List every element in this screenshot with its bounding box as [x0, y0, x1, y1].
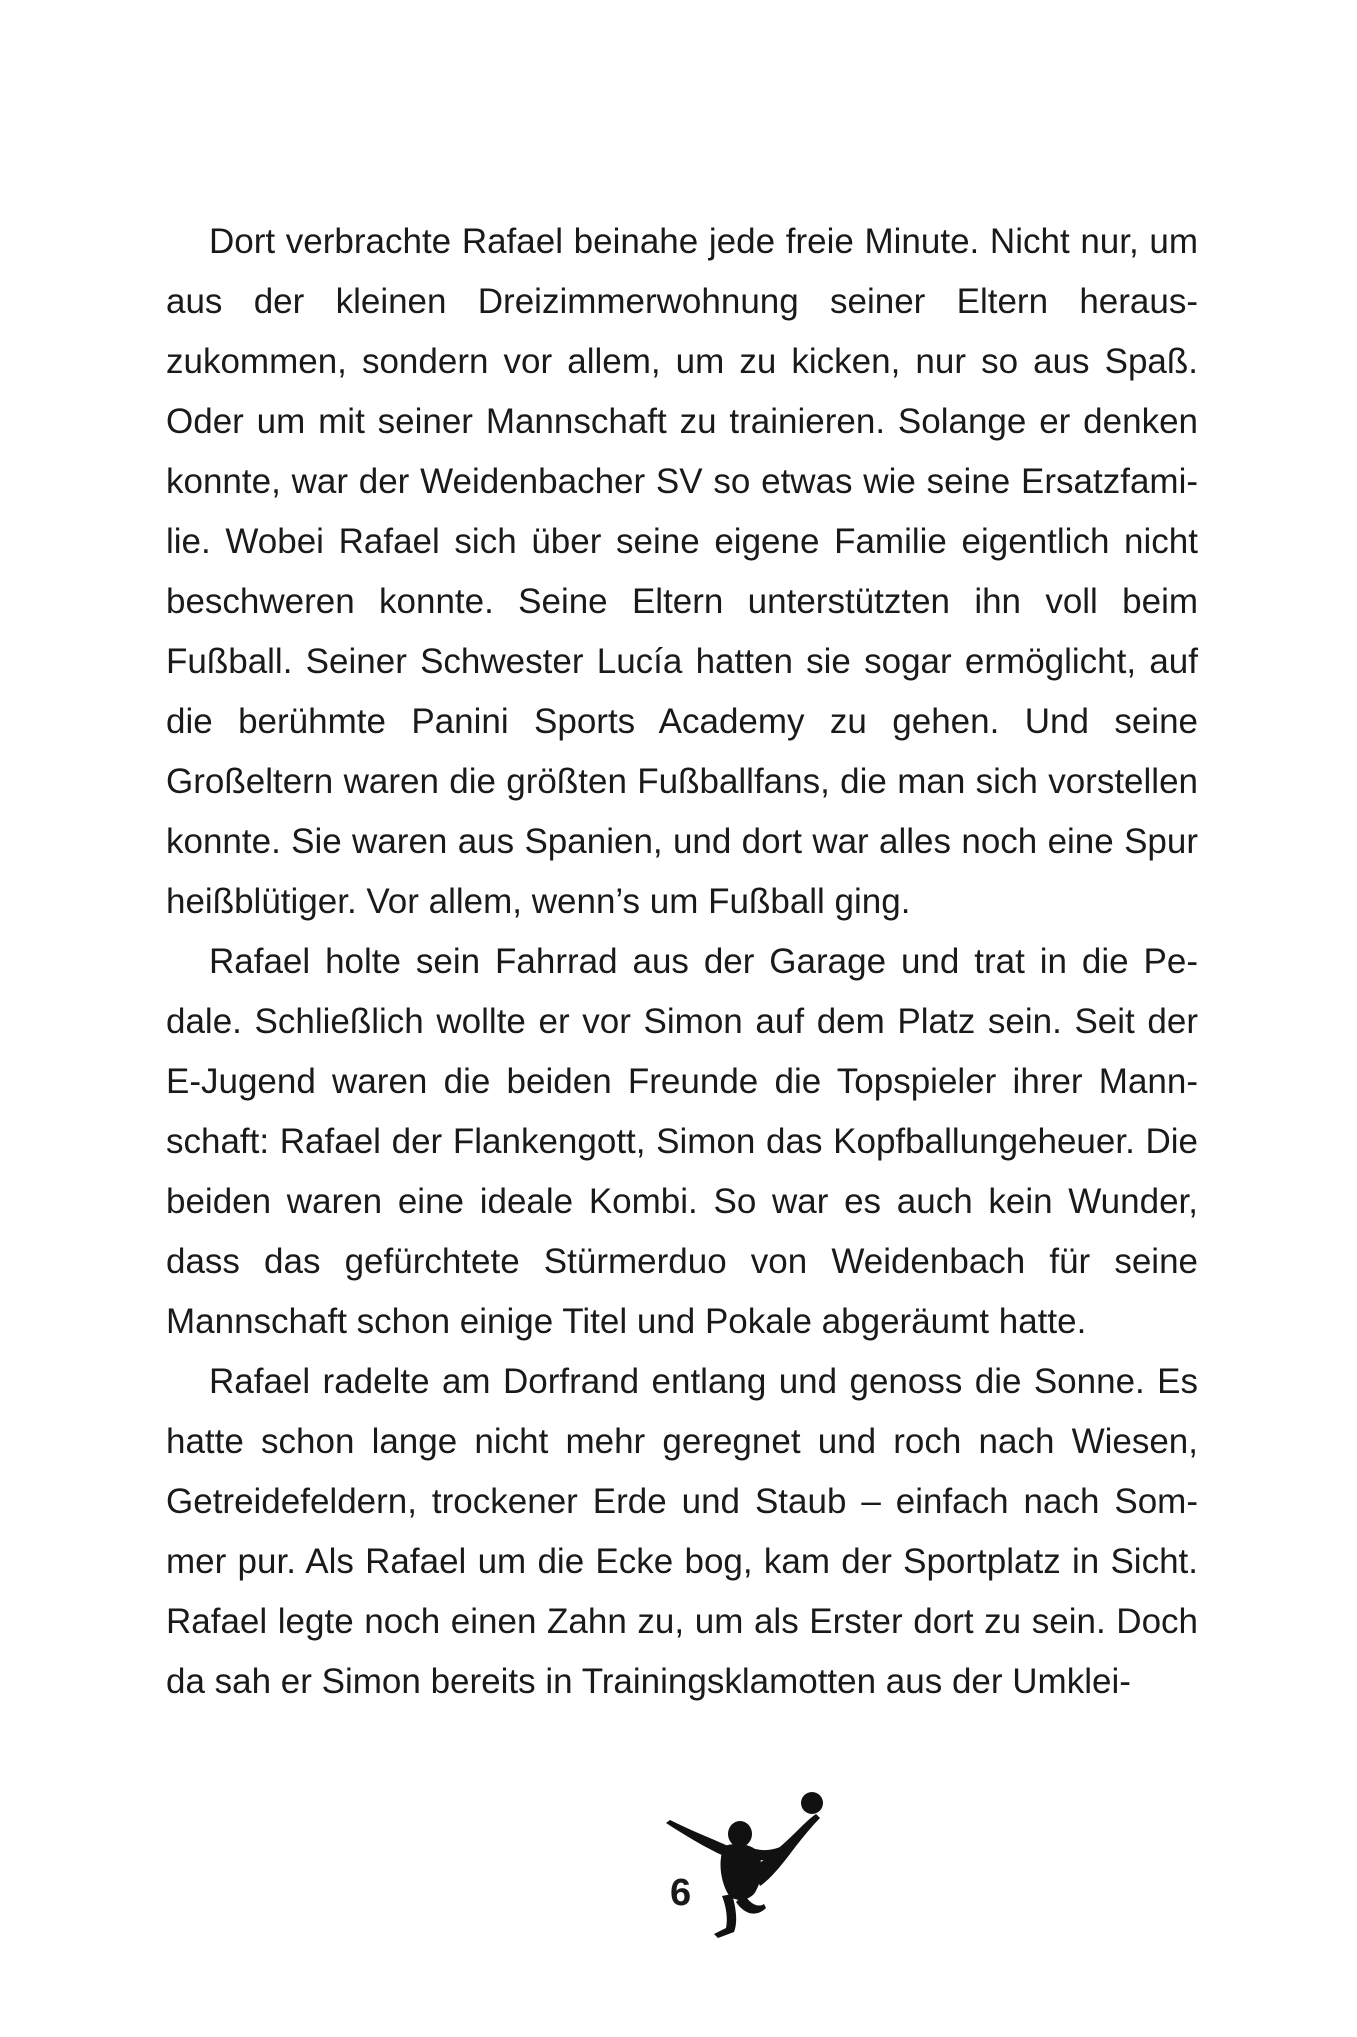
paragraph-2: Rafael holte sein Fahrrad aus der Garage und trat in die Pedale. Schließlich wollte er vor Simon auf dem Platz sein. Seit der E-Jugend waren die beiden Freunde die Topspieler ihrer Mannschaft: Rafael der Flankengott, Simon das Kopfballungeheuer. Die beiden waren eine ideale Kombi. So war es auch kein Wunder, dass das gefürchtete Stürmerduo von Weidenbach für seine Mannschaft schon einige Titel und Pokale abgeräumt hatte.	[166, 942, 1198, 1341]
page-number: 6	[670, 1872, 692, 1914]
page-body	[166, 212, 1198, 1712]
paragraph-1: Dort verbrachte Rafael beinahe jede freie Minute. Nicht nur, um aus der kleinen Dreizimmerwohnung seiner Eltern herauszukommen, sondern vor allem, um zu kicken, nur so aus Spaß. Oder um mit seiner Mannschaft zu trainieren. Solange er denken konnte, war der Weidenbacher SV so etwas wie seine Ersatzfamilie. Wobei Rafael sich über seine eigene Familie eigentlich nicht beschweren konnte. Seine Eltern unterstützten ihn voll beim Fußball. Seiner Schwester Lucía hatten sie sogar ermöglicht, auf die berühmte Panini Sports Academy zu gehen. Und seine Großeltern waren die größten Fußballfans, die man sich vorstellen konnte. Sie waren aus Spanien, und dort war alles noch eine Spur heißblütiger. Vor allem, wenn’s um Fußball ging.	[166, 222, 1198, 921]
soccer-player-kick-icon	[640, 1790, 860, 1940]
page-footer	[640, 1790, 860, 1940]
paragraph-3: Rafael radelte am Dorfrand entlang und genoss die Sonne. Es hatte schon lange nicht mehr geregnet und roch nach Wiesen, Getreidefeldern, trockener Erde und Staub – einfach nach Sommer pur. Als Rafael um die Ecke bog, kam der Sportplatz in Sicht. Rafael legte noch einen Zahn zu, um als Erster dort zu sein. Doch da sah er Simon bereits in Trainingsklamotten aus der Umklei-	[166, 1362, 1198, 1701]
